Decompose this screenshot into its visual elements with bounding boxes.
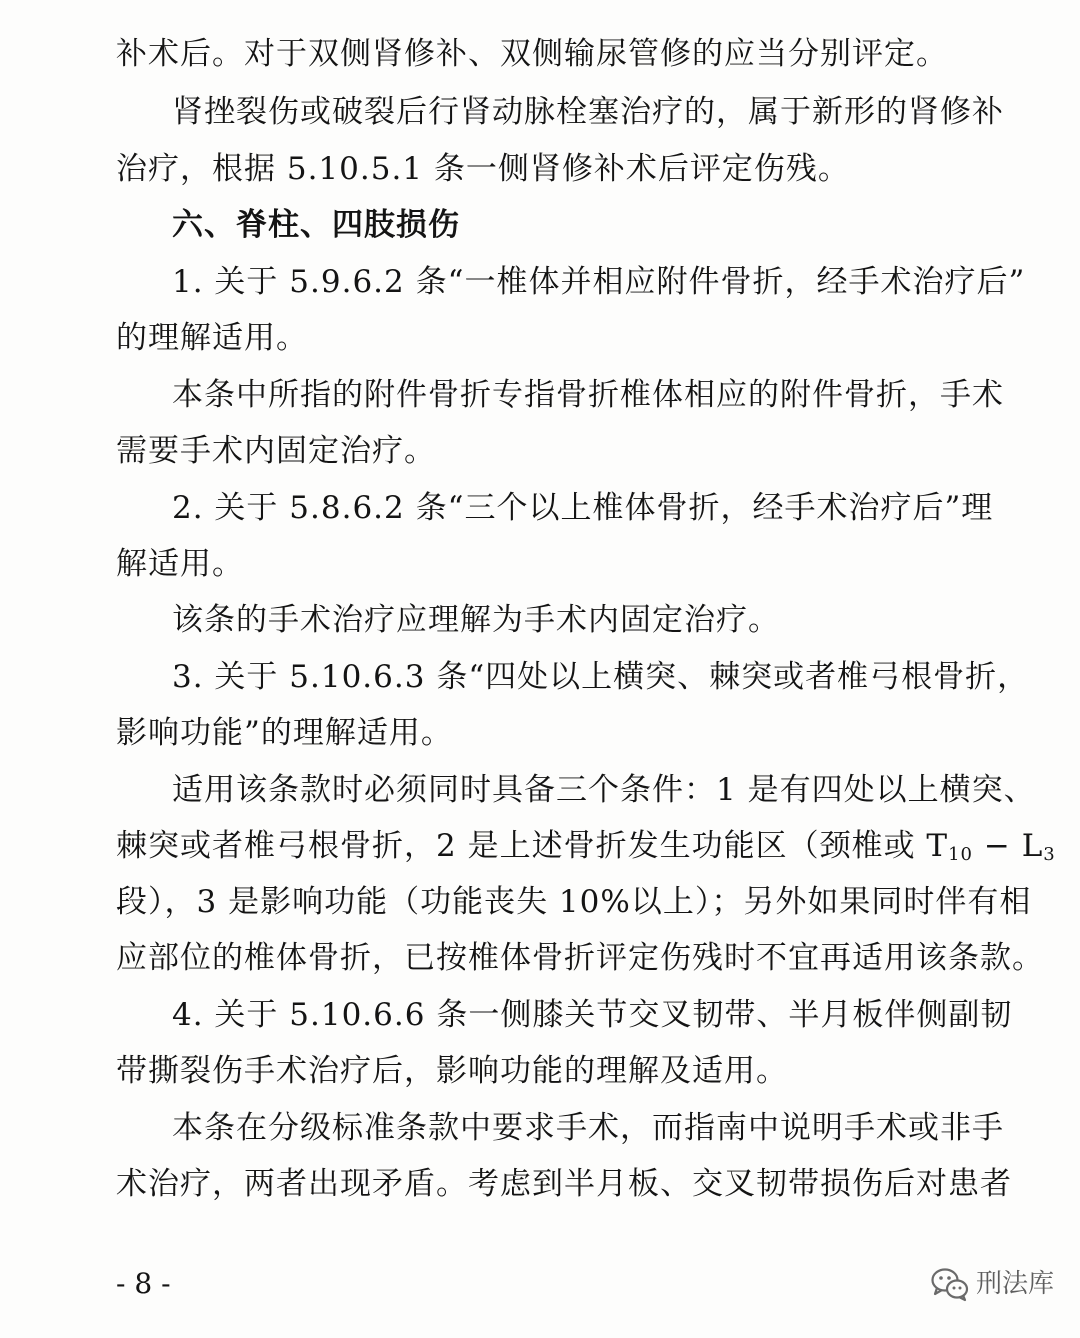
text-line	[116, 826, 1056, 866]
text-line: 本条在分级标准条款中要求手术，而指南中说明手术或非手	[172, 1110, 1004, 1146]
text-line: 2. 关于 5.8.6.2 条“三个以上椎体骨折，经手术治疗后”理	[172, 490, 994, 526]
text-line: 治疗，根据 5.10.5.1 条一侧肾修补术后评定伤残。	[116, 151, 850, 187]
text-segment: − L	[973, 828, 1044, 864]
text-line: 适用该条款时必须同时具备三个条件：1 是有四处以上横突、	[172, 772, 1036, 808]
text-line: 3. 关于 5.10.6.3 条“四处以上横突、棘突或者椎弓根骨折，	[172, 659, 1030, 695]
subscript: 3	[1043, 844, 1056, 865]
watermark-text: 刑法库	[976, 1269, 1055, 1299]
wechat-icon	[930, 1266, 970, 1302]
text-line: 解适用。	[116, 546, 244, 582]
text-line: 术治疗，两者出现矛盾。考虑到半月板、交叉韧带损伤后对患者	[116, 1166, 1012, 1202]
text-line: 应部位的椎体骨折，已按椎体骨折评定伤残时不宜再适用该条款。	[116, 940, 1044, 976]
text-line: 影响功能”的理解适用。	[116, 715, 453, 751]
text-line: 带撕裂伤手术治疗后，影响功能的理解及适用。	[116, 1053, 788, 1089]
text-line: 本条中所指的附件骨折专指骨折椎体相应的附件骨折，手术	[172, 377, 1004, 413]
text-segment: 棘突或者椎弓根骨折，2 是上述骨折发生功能区（颈椎或 T	[116, 828, 949, 864]
text-line: 的理解适用。	[116, 320, 308, 356]
text-line: 1. 关于 5.9.6.2 条“一椎体并相应附件骨折，经手术治疗后”	[172, 264, 1026, 300]
text-line: 需要手术内固定治疗。	[116, 433, 436, 469]
subscript: 10	[948, 844, 974, 865]
page-number: - 8 -	[116, 1267, 171, 1300]
text-line: 肾挫裂伤或破裂后行肾动脉栓塞治疗的，属于新形的肾修补	[172, 94, 1004, 130]
text-line: 4. 关于 5.10.6.6 条一侧膝关节交叉韧带、半月板伴侧副韧	[172, 997, 1013, 1033]
text-line: 该条的手术治疗应理解为手术内固定治疗。	[172, 602, 780, 638]
text-line: 补术后。对于双侧肾修补、双侧输尿管修的应当分别评定。	[116, 36, 948, 72]
watermark	[930, 1262, 1054, 1306]
text-line: 段），3 是影响功能（功能丧失 10%以上）；另外如果同时伴有相	[116, 884, 1032, 920]
section-heading: 六、脊柱、四肢损伤	[172, 207, 460, 243]
